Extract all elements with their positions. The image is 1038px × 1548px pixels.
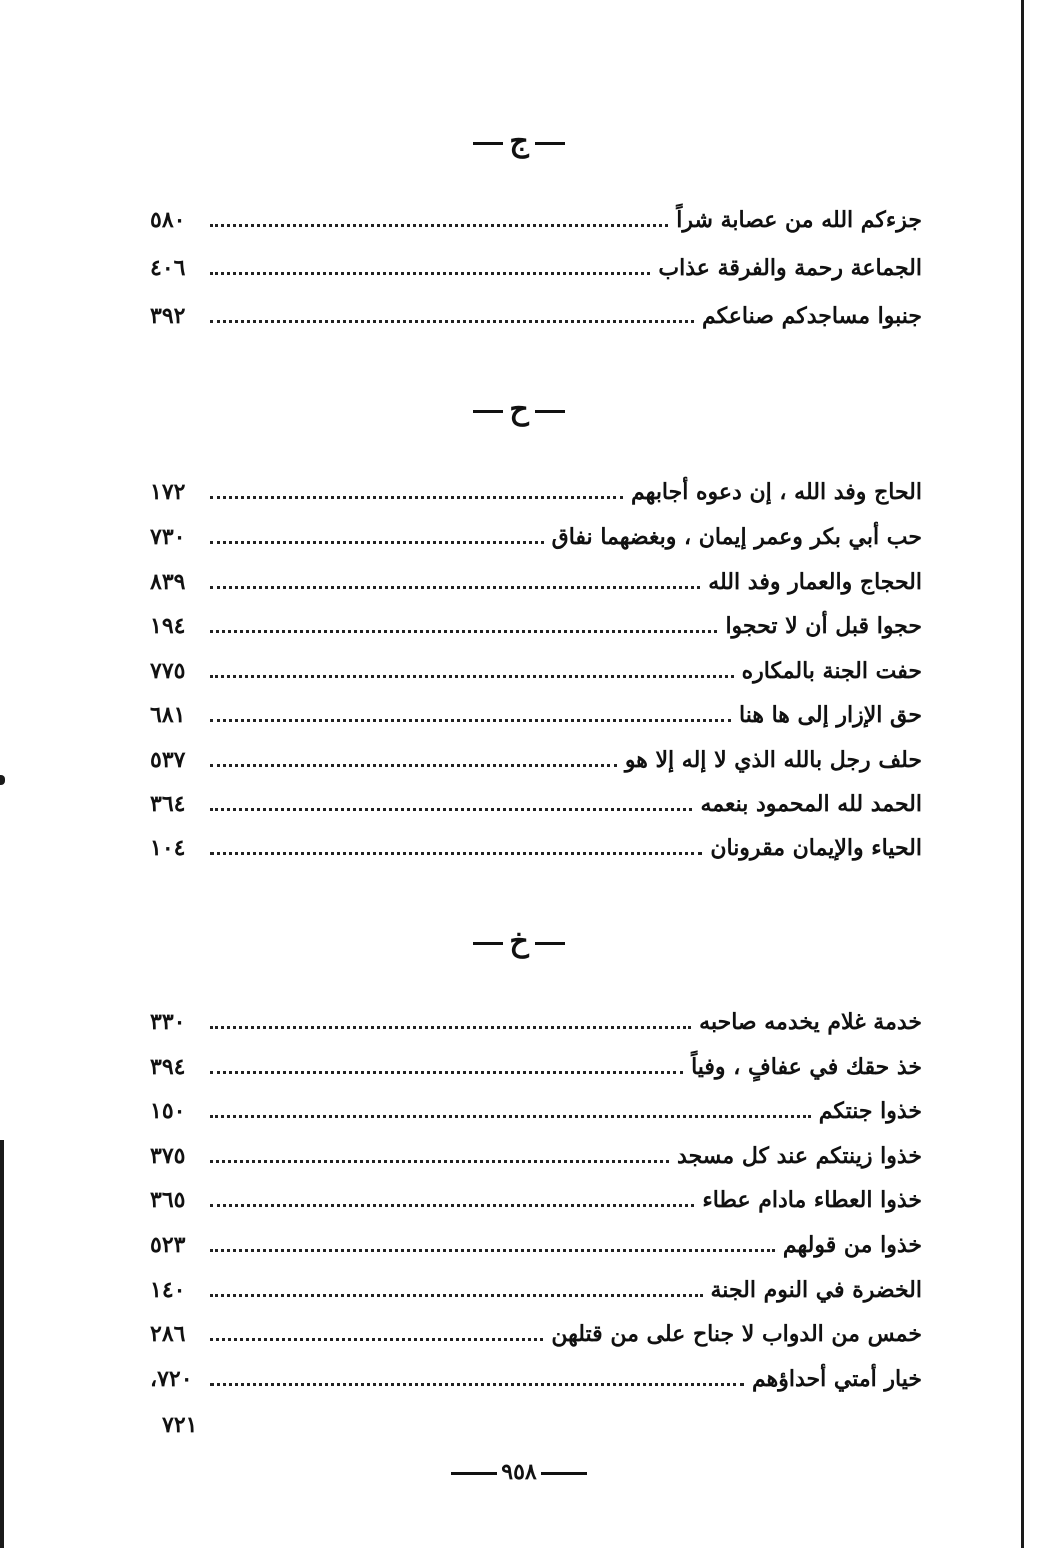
entry-page: ٣٦٥: [150, 1187, 186, 1213]
index-entry: [150, 248, 922, 288]
page-number: [0, 1455, 1038, 1489]
entry-text: الحياء والإيمان مقرونان: [710, 835, 922, 861]
entry-text: الخضرة في النوم الجنة: [710, 1277, 922, 1303]
leader-dots: [210, 1115, 811, 1118]
entry-text: حب أبي بكر وعمر إيمان ، وبغضهما نفاق: [551, 524, 922, 550]
section-letter: خ: [509, 924, 529, 959]
section-header-jeem: [0, 122, 1038, 162]
entry-page: ٨٣٩: [150, 569, 186, 595]
continuation-page: ٧٢١: [162, 1412, 198, 1438]
entry-text: خذ حقك في عفافٍ ، وفياً: [691, 1054, 922, 1080]
entry-page: ٢٨٦: [150, 1321, 186, 1347]
index-entry: [150, 784, 922, 824]
scan-edge-right: [1021, 0, 1024, 1548]
entry-text: حجوا قبل أن لا تحجوا: [725, 613, 922, 639]
entry-text: خدمة غلام يخدمه صاحبه: [699, 1009, 922, 1035]
index-entry: [150, 695, 922, 735]
footer-dash: [451, 1472, 497, 1475]
entry-page: ٥٨٠: [150, 207, 186, 233]
header-dash: [473, 410, 503, 413]
entry-text: خذوا جنتكم: [818, 1098, 922, 1124]
entry-page: ١٤٠: [150, 1277, 186, 1303]
entry-page: ٦٨١: [150, 702, 186, 728]
leader-dots: [210, 808, 692, 811]
entry-page: ١٧٢: [150, 479, 186, 505]
index-entry: [150, 517, 922, 557]
entry-page: ١٥٠: [150, 1098, 186, 1124]
entry-text: خذوا العطاء مادام عطاء: [702, 1187, 922, 1213]
header-dash: [535, 942, 565, 945]
entry-page: ٥٣٧: [150, 747, 186, 773]
leader-dots: [210, 764, 617, 767]
entry-text: خمس من الدواب لا جناح على من قتلهن: [551, 1321, 922, 1347]
entry-text: خذوا زينتكم عند كل مسجد: [677, 1143, 922, 1169]
entry-text: خيار أمتي أحداؤهم: [752, 1366, 922, 1392]
index-entry: [150, 1180, 922, 1220]
entry-text: خذوا من قولهم: [782, 1232, 922, 1258]
index-entry: [150, 651, 922, 691]
header-dash: [473, 942, 503, 945]
section-header-khaa: [0, 922, 1038, 962]
index-entry: [150, 1225, 922, 1265]
index-entry: [150, 562, 922, 602]
index-entry: [150, 1270, 922, 1310]
entry-text: الحاج وفد الله ، إن دعوه أجابهم: [631, 479, 922, 505]
entry-page: ٣٣٠: [150, 1009, 186, 1035]
leader-dots: [210, 224, 668, 227]
entry-page: ٧٢٠،: [150, 1366, 193, 1392]
section-header-haa: [0, 390, 1038, 430]
entry-page: ٤٠٦: [150, 255, 186, 281]
entry-text: حلف رجل بالله الذي لا إله إلا هو: [624, 747, 922, 773]
entry-text: جنبوا مساجدكم صناعكم: [702, 303, 922, 329]
index-entry: [150, 1002, 922, 1042]
entry-page: ٣٩٤: [150, 1054, 186, 1080]
index-entry: [150, 296, 922, 336]
entry-page: ٣٩٢: [150, 303, 186, 329]
footer-dash: [541, 1472, 587, 1475]
index-entry: [150, 1359, 922, 1399]
entry-page: ١٩٤: [150, 613, 186, 639]
index-entry: [150, 1314, 922, 1354]
header-dash: [535, 410, 565, 413]
leader-dots: [210, 630, 717, 633]
index-entry: [150, 606, 922, 646]
page-number-value: ٩٥٨: [501, 1459, 537, 1485]
section-letter: ح: [509, 392, 529, 427]
entry-page: ٧٧٥: [150, 658, 186, 684]
entry-text: الجماعة رحمة والفرقة عذاب: [658, 255, 922, 281]
scan-mark-left: [0, 775, 5, 785]
leader-dots: [210, 320, 694, 323]
leader-dots: [210, 675, 734, 678]
header-dash: [473, 142, 503, 145]
entry-page: ٣٧٥: [150, 1143, 186, 1169]
entry-text: الحجاج والعمار وفد الله: [708, 569, 922, 595]
index-entry: [150, 740, 922, 780]
leader-dots: [210, 586, 700, 589]
leader-dots: [210, 719, 731, 722]
leader-dots: [210, 1383, 744, 1386]
leader-dots: [210, 272, 650, 275]
leader-dots: [210, 852, 702, 855]
leader-dots: [210, 496, 623, 499]
section-letter: ج: [509, 124, 529, 159]
leader-dots: [210, 541, 544, 544]
index-entry: [150, 200, 922, 240]
entry-text: حفت الجنة بالمكاره: [741, 658, 922, 684]
index-entry: [150, 1047, 922, 1087]
entry-page: ٧٣٠: [150, 524, 186, 550]
leader-dots: [210, 1294, 703, 1297]
index-entry: [150, 828, 922, 868]
entry-text: حق الإزار إلى ها هنا: [738, 702, 922, 728]
leader-dots: [210, 1160, 669, 1163]
leader-dots: [210, 1071, 683, 1074]
entry-text: جزءكم الله من عصابة شراً: [676, 207, 922, 233]
index-entry: [150, 472, 922, 512]
header-dash: [535, 142, 565, 145]
entry-page: ٥٢٣: [150, 1232, 186, 1258]
index-entry: [150, 1091, 922, 1131]
leader-dots: [210, 1026, 691, 1029]
index-entry: [150, 1136, 922, 1176]
leader-dots: [210, 1338, 543, 1341]
entry-text: الحمد لله المحمود بنعمه: [700, 791, 922, 817]
leader-dots: [210, 1249, 775, 1252]
entry-page: ١٠٤: [150, 835, 186, 861]
entry-page: ٣٦٤: [150, 791, 186, 817]
leader-dots: [210, 1204, 694, 1207]
